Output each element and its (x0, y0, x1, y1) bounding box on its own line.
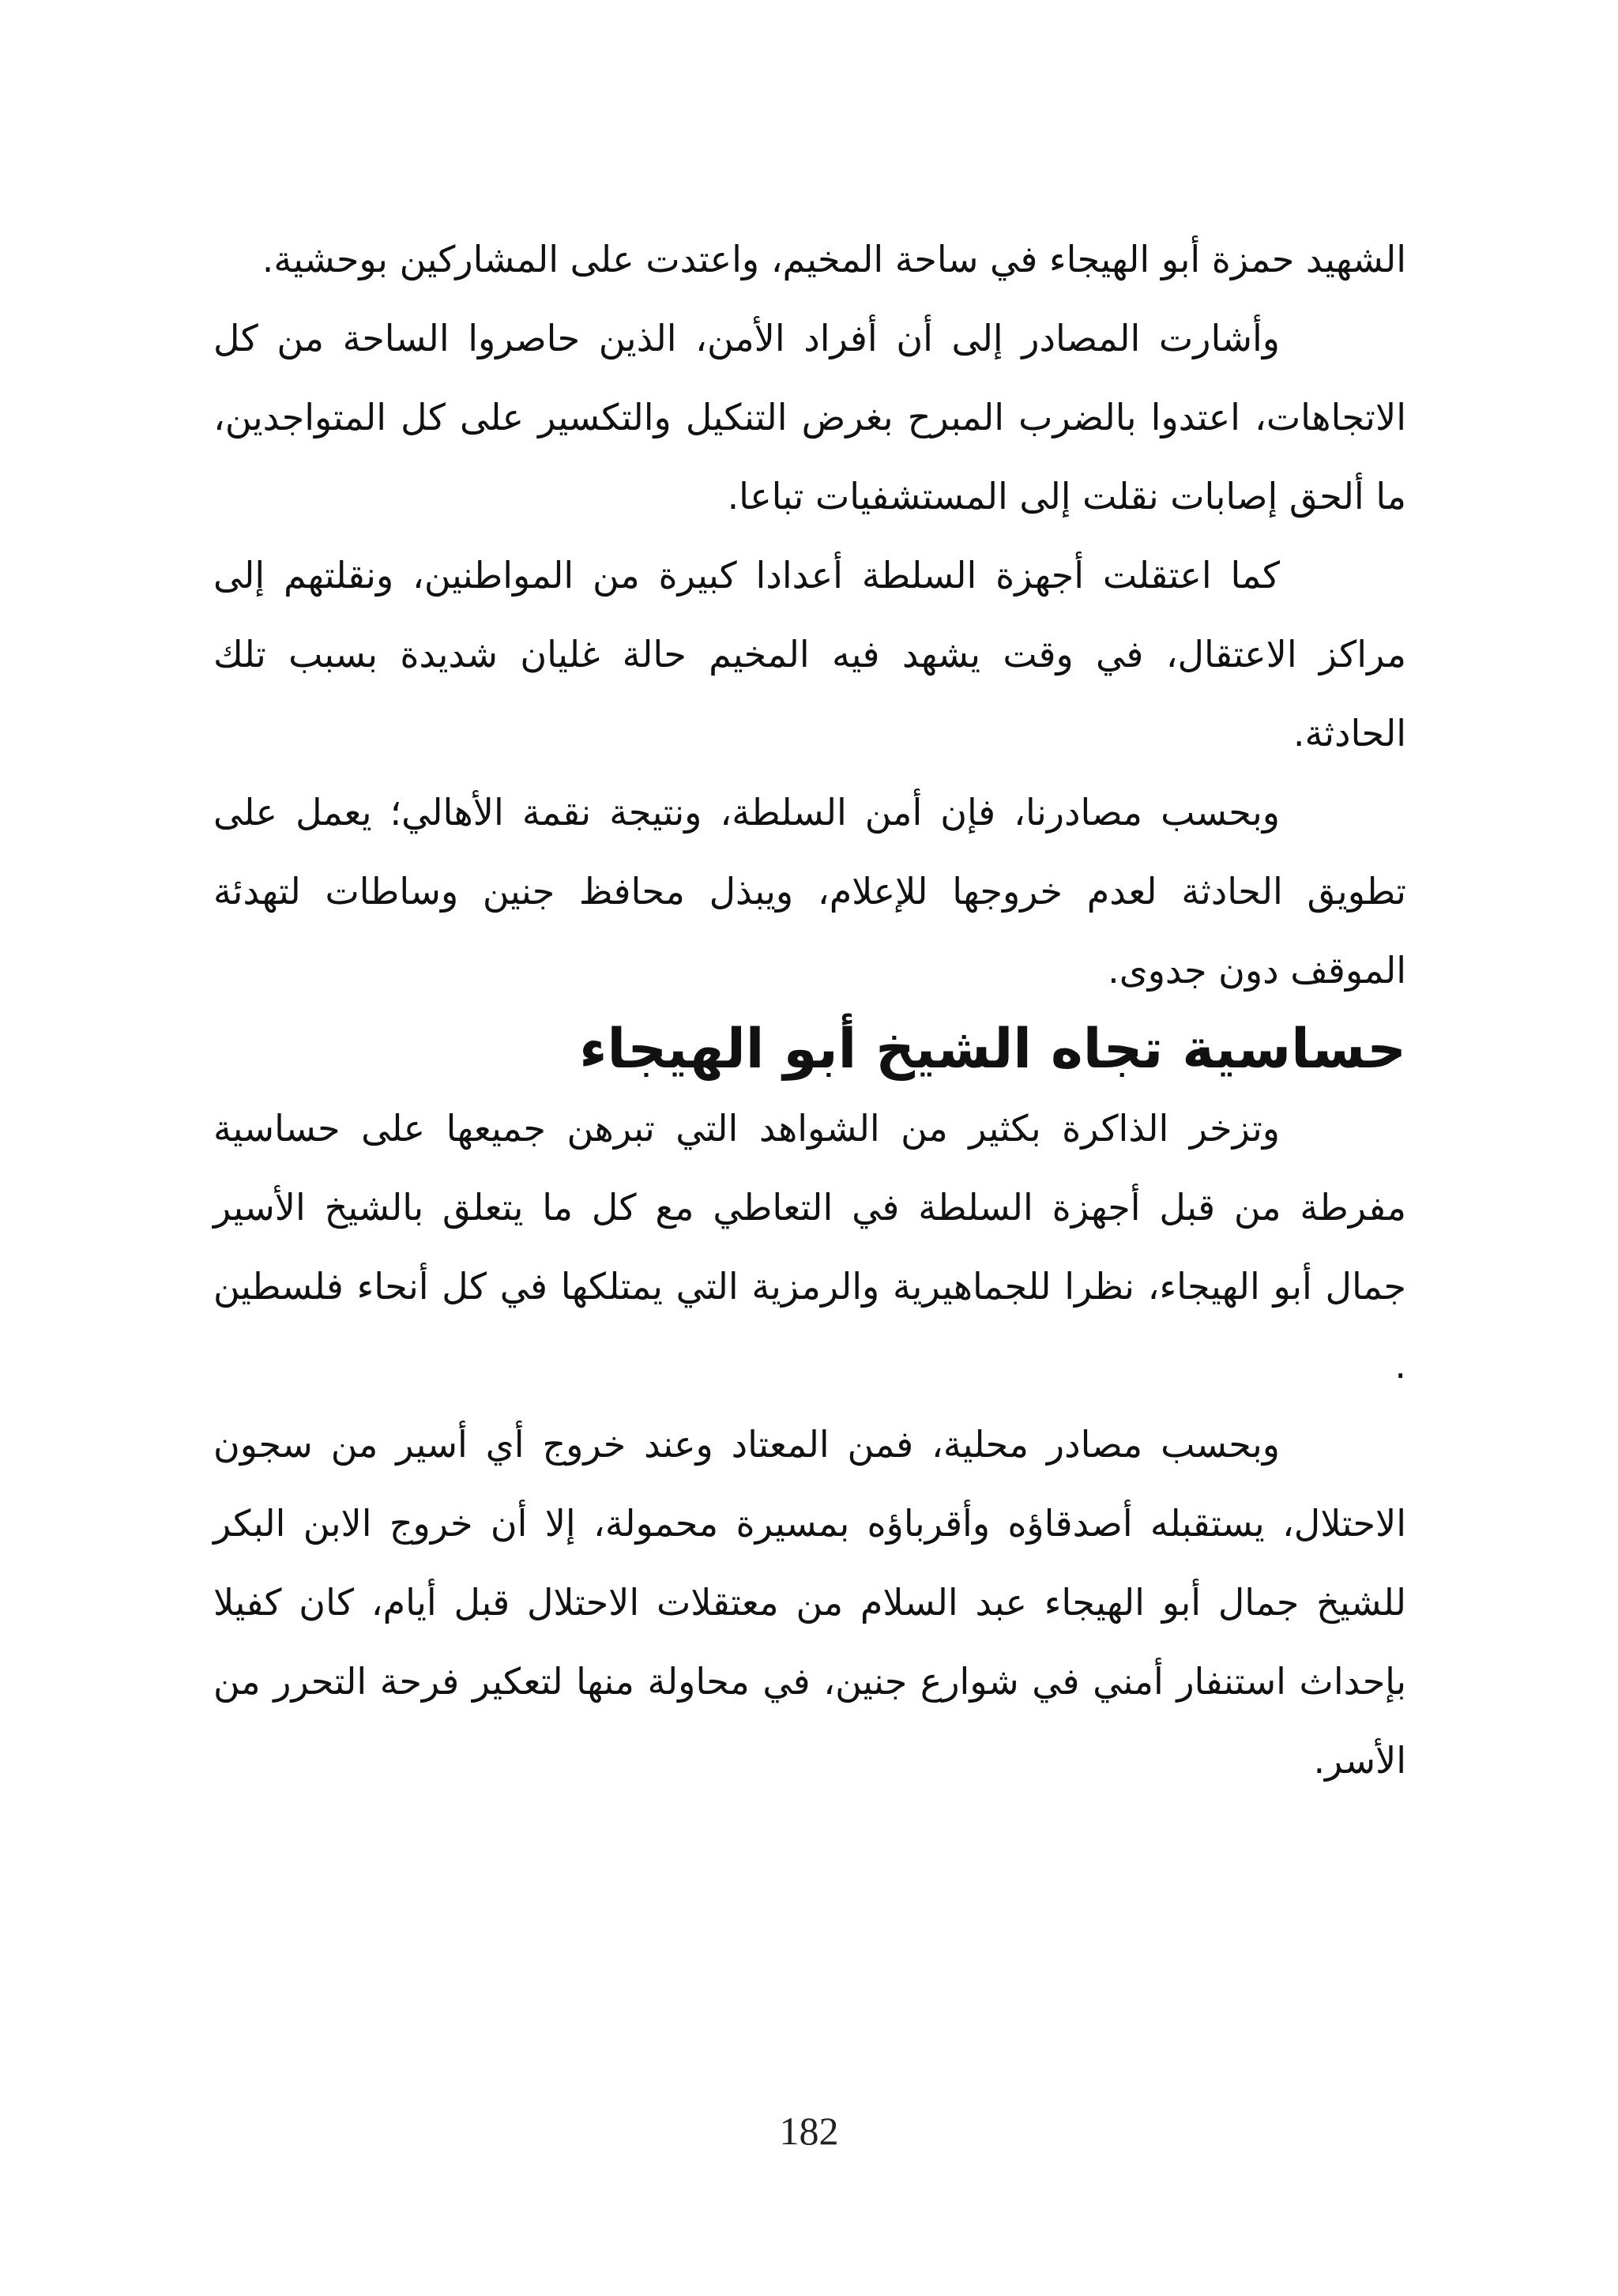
document-body (213, 220, 1406, 1800)
section-heading: حساسية تجاه الشيخ أبو الهيجاء (579, 1018, 1406, 1081)
paragraph-local-sources: وبحسب مصادر محلية، فمن المعتاد وعند خروج أي أسير من سجون الاحتلال، يستقبله أصدقاؤه وأقرباؤه بمسيرة محمولة، إلا أن خروج الابن البكر للشيخ جمال أبو الهيجاء عبد السلام من معتقلات الاحتلال قبل أيام، كان كفيلا بإحداث استنفار أمني في شوارع جنين، في محاولة منها لتعكير فرحة التحرر من الأسر. (213, 1423, 1406, 1782)
paragraph-sources: وبحسب مصادرنا، فإن أمن السلطة، ونتيجة نقمة الأهالي؛ يعمل على تطويق الحادثة لعدم خروجها للإعلام، ويبذل محافظ جنين وساطات لتهدئة الموقف دون جدوى. (213, 791, 1406, 992)
page-number: 182 (779, 2109, 839, 2153)
paragraph-continuation: الشهيد حمزة أبو الهيجاء في ساحة المخيم، واعتدت على المشاركين بوحشية. (262, 238, 1406, 280)
paragraph-memory: وتزخر الذاكرة بكثير من الشواهد التي تبرهن جميعها على حساسية مفرطة من قبل أجهزة السلطة في التعاطي مع كل ما يتعلق بالشيخ الأسير جمال أبو الهيجاء، نظرا للجماهيرية والرمزية التي يمتلكها في كل أنحاء فلسطين . (213, 1107, 1406, 1387)
paragraph-arrests: كما اعتقلت أجهزة السلطة أعدادا كبيرة من المواطنين، ونقلتهم إلى مراكز الاعتقال، في وقت يشهد فيه المخيم حالة غليان شديدة بسبب تلك الحادثة. (213, 554, 1406, 755)
paragraph-security-assault: وأشارت المصادر إلى أن أفراد الأمن، الذين حاصروا الساحة من كل الاتجاهات، اعتدوا بالضرب المبرح بغرض التنكيل والتكسير على كل المتواجدين، ما ألحق إصابات نقلت إلى المستشفيات تباعا. (213, 317, 1406, 518)
